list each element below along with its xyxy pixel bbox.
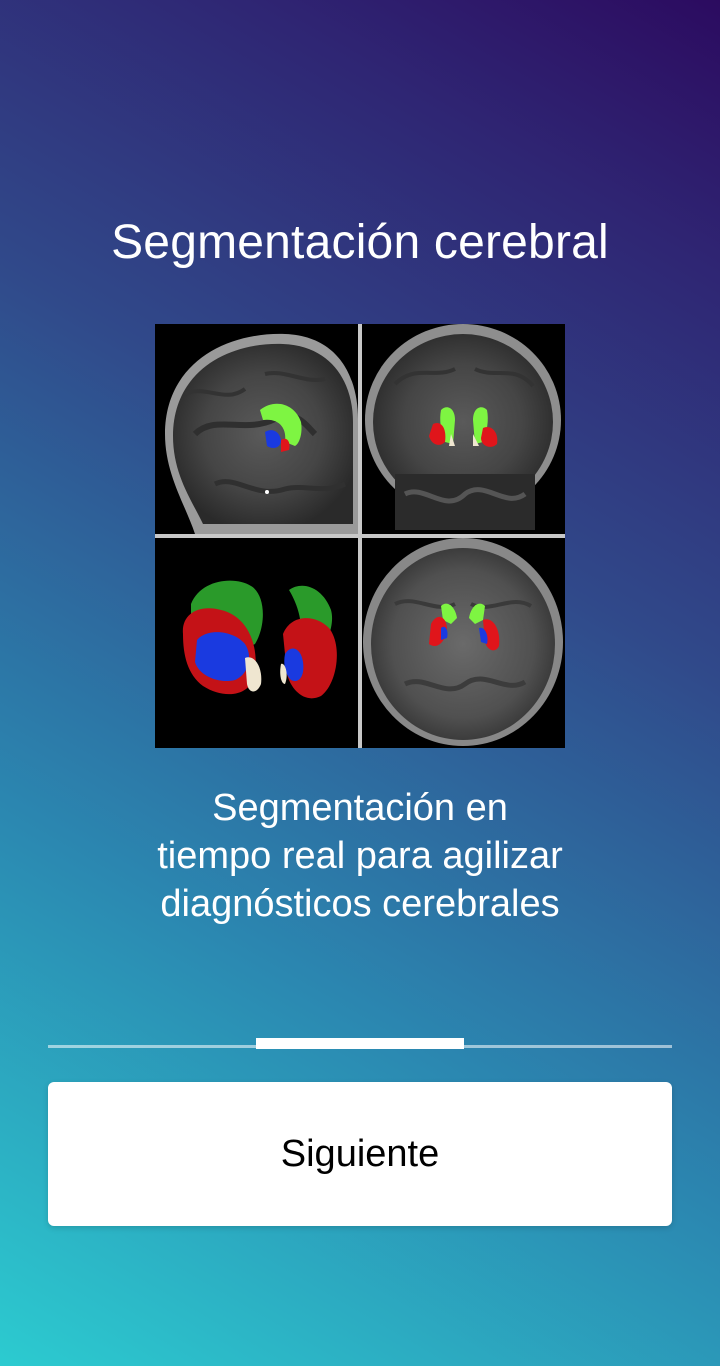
progress-indicator-active <box>256 1038 464 1049</box>
render-3d-panel <box>155 538 358 748</box>
axial-panel <box>362 538 565 748</box>
brain-segmentation-image <box>155 324 565 748</box>
coronal-panel <box>362 324 565 534</box>
page-title: Segmentación cerebral <box>111 216 609 269</box>
next-button[interactable]: Siguiente <box>48 1082 672 1226</box>
description-line: diagnósticos cerebrales <box>160 883 560 925</box>
description-line: tiempo real para agilizar <box>157 835 563 877</box>
description-text <box>60 784 660 928</box>
description-line: Segmentación en <box>212 787 508 829</box>
sagittal-panel <box>155 324 358 534</box>
